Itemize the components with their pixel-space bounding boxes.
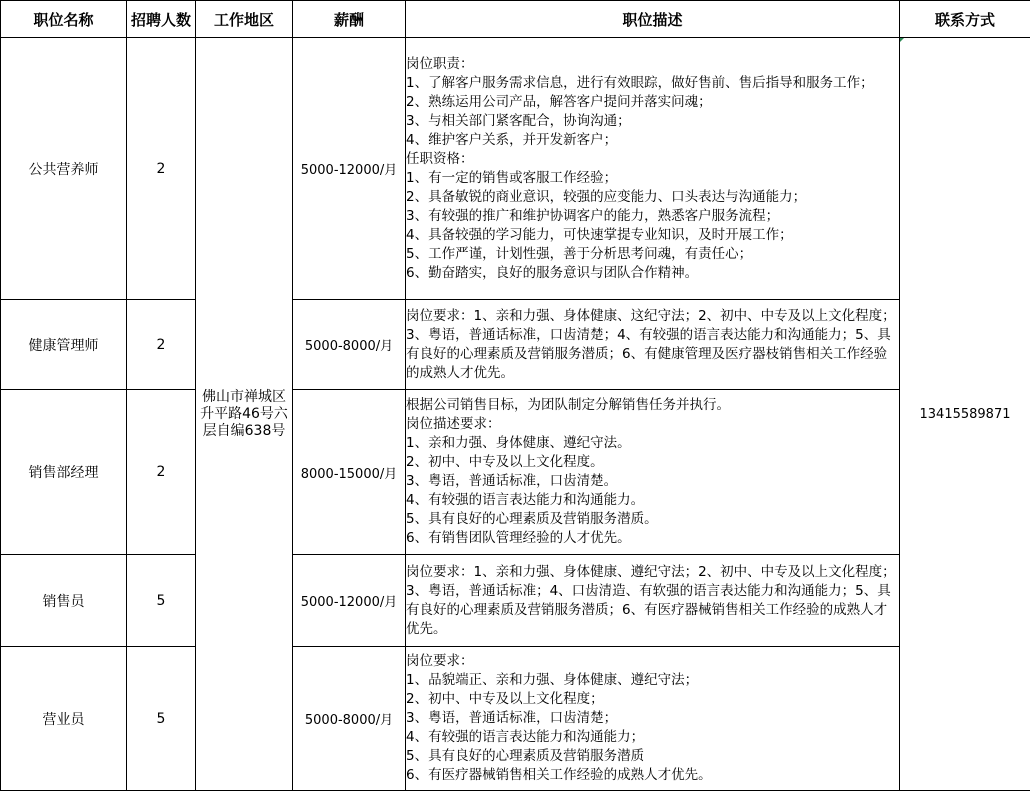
contact-cell bbox=[900, 38, 1030, 791]
description-line: 岗位要求：1、亲和力强、身体健康、这纪守法；2、初中、中专及以上文化程度；3、粤语，普通话标准，口齿清楚；4、有较强的语言表达能力和沟通能力；5、具有良好的心理素质及营销服务潜质；6、有健康管理及医疗器枝销售相关工作经验的成熟人才优先。 bbox=[406, 307, 896, 381]
table-row bbox=[1, 300, 1030, 390]
description-line: 5、具有良好的心理素质及营销服务潜质 bbox=[406, 748, 645, 764]
header-headcount: 招聘人数 bbox=[127, 1, 196, 38]
description-line: 6、有销售团队管理经验的人才优先。 bbox=[406, 530, 631, 546]
description-line: 2、具备敏锐的商业意识，较强的应变能力、口头表达与沟通能力； bbox=[406, 188, 807, 205]
table-row bbox=[1, 647, 1030, 791]
header-job-title: 职位名称 bbox=[1, 1, 127, 38]
job-title-cell: 健康管理师 bbox=[1, 300, 127, 390]
table-row bbox=[1, 390, 1030, 555]
job-description-cell bbox=[406, 390, 900, 555]
headcount-cell: 5 bbox=[127, 647, 196, 791]
description-line: 岗位描述要求： bbox=[406, 416, 501, 432]
description-line: 3、粤语，普通话标准，口齿清楚。 bbox=[406, 473, 618, 489]
description-line: 1、亲和力强、身体健康、遵纪守法。 bbox=[406, 435, 631, 451]
job-description-cell bbox=[406, 300, 900, 390]
table-row bbox=[1, 38, 1030, 300]
description-line: 4、维护客户关系，并开发新客户； bbox=[406, 131, 618, 148]
header-row bbox=[1, 1, 1030, 38]
salary-cell: 5000-12000/月 bbox=[293, 555, 406, 647]
description-line: 岗位要求： bbox=[406, 653, 474, 669]
description-line: 6、勤奋踏实，良好的服务意识与团队合作精神。 bbox=[406, 264, 699, 281]
work-area-cell: 佛山市禅城区升平路46号六层自编638号 bbox=[196, 38, 293, 791]
description-line: 3、有较强的推广和维护协调客户的能力，熟悉客户服务流程； bbox=[406, 207, 780, 224]
job-title-cell: 公共营养师 bbox=[1, 38, 127, 300]
description-line: 4、有较强的语言表达能力和沟通能力； bbox=[406, 729, 645, 745]
description-line: 4、具备较强的学习能力，可快速掌提专业知识，及时开展工作； bbox=[406, 226, 793, 243]
headcount-cell: 5 bbox=[127, 555, 196, 647]
job-title-cell: 销售员 bbox=[1, 555, 127, 647]
headcount-cell: 2 bbox=[127, 300, 196, 390]
job-description-cell bbox=[406, 555, 900, 647]
cell-comment-marker-icon bbox=[900, 38, 904, 42]
header-contact: 联系方式 bbox=[900, 1, 1030, 38]
job-description-cell bbox=[406, 38, 900, 300]
description-line: 岗位职责： bbox=[406, 55, 474, 72]
header-salary: 薪酬 bbox=[293, 1, 406, 38]
description-line: 2、初中、中专及以上文化程度。 bbox=[406, 454, 604, 470]
description-line: 3、粤语，普通话标准，口齿清楚； bbox=[406, 710, 618, 726]
description-line: 5、具有良好的心理素质及营销服务潜质。 bbox=[406, 511, 658, 527]
description-line: 1、了解客户服务需求信息，进行有效眼踪，做好售前、售后指导和服务工作； bbox=[406, 74, 874, 91]
header-job-description: 职位描述 bbox=[406, 1, 900, 38]
description-line: 5、工作严谨，计划性强，善于分析思考问魂，有责任心； bbox=[406, 245, 753, 262]
description-line: 2、熟练运用公司产品，解答客户提问并落实问魂； bbox=[406, 93, 712, 110]
job-title-cell: 营业员 bbox=[1, 647, 127, 791]
description-line: 1、有一定的销售或客服工作经验； bbox=[406, 169, 618, 186]
headcount-cell: 2 bbox=[127, 390, 196, 555]
description-line: 4、有较强的语言表达能力和沟通能力。 bbox=[406, 492, 645, 508]
contact-phone: 13415589871 bbox=[919, 406, 1011, 422]
description-line: 任职资格： bbox=[406, 150, 474, 167]
salary-cell: 5000-12000/月 bbox=[293, 38, 406, 300]
job-description-cell bbox=[406, 647, 900, 791]
description-line: 6、有医疗器械销售相关工作经验的成熟人才优先。 bbox=[406, 767, 712, 783]
description-line: 2、初中、中专及以上文化程度； bbox=[406, 691, 604, 707]
headcount-cell: 2 bbox=[127, 38, 196, 300]
description-line: 岗位要求：1、亲和力强、身体健康、遵纪守法；2、初中、中专及以上文化程度；3、粤语，普通话标准；4、口齿清造、有软强的语言表达能力和沟通能力；5、具有良好的心理素质及营销服务潜质；6、有医疗器械销售相关工作经验的成熟人才优先。 bbox=[406, 563, 896, 637]
description-line: 1、品貌端正、亲和力强、身体健康、遵纪守法； bbox=[406, 672, 699, 688]
salary-cell: 5000-8000/月 bbox=[293, 300, 406, 390]
description-line: 3、与相关部门紧客配合，协询沟通； bbox=[406, 112, 631, 129]
table-row bbox=[1, 555, 1030, 647]
description-line: 根据公司销售目标，为团队制定分解销售任务并执行。 bbox=[406, 397, 730, 413]
salary-cell: 5000-8000/月 bbox=[293, 647, 406, 791]
job-title-cell: 销售部经理 bbox=[1, 390, 127, 555]
salary-cell: 8000-15000/月 bbox=[293, 390, 406, 555]
header-work-area: 工作地区 bbox=[196, 1, 293, 38]
